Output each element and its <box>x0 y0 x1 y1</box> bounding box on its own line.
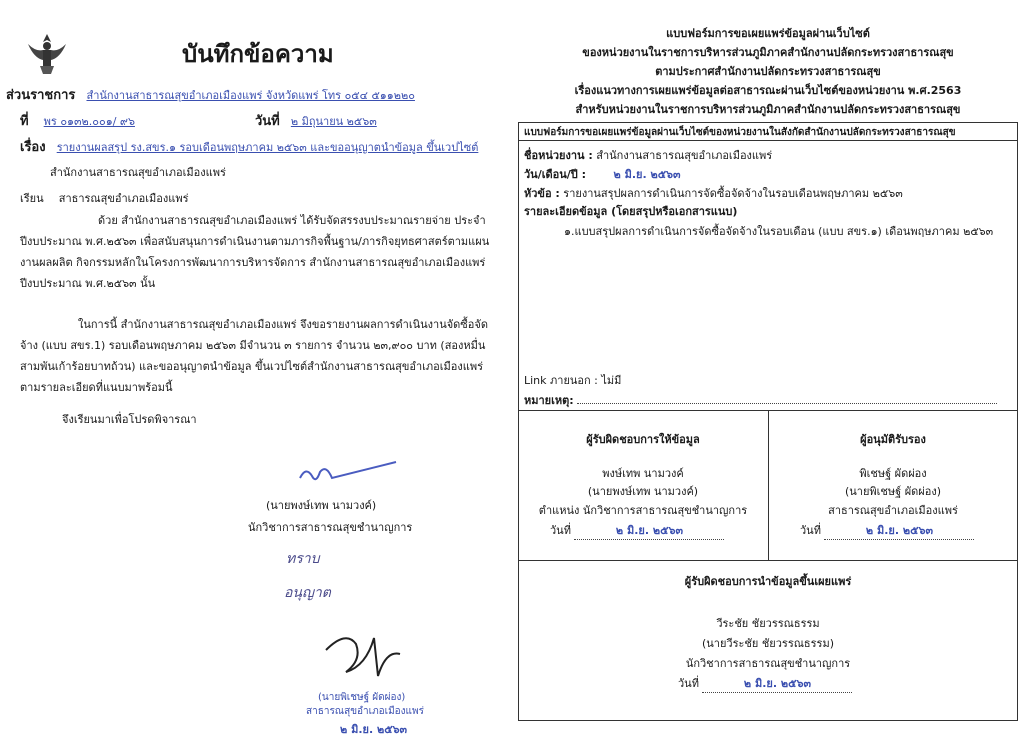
form-header-line-1: แบบฟอร์มการขอเผยแพร่ข้อมูลผ่านเว็บไซต์ <box>666 27 870 40</box>
approver-position: สาธารณสุขอำเภอเมืองแพร่ <box>306 706 424 717</box>
form-header-line-3: ตามประกาศสำนักงานปลัดกระทรวงสาธารณสุข <box>655 65 881 78</box>
detail-value: ๑.แบบสรุปผลการดำเนินการจัดซื้อจัดจ้างในรอบเดือน (แบบ สขร.๑) เดือนพฤษภาคม ๒๕๖๓ <box>564 225 994 238</box>
memo-paragraph-2: ในการนี้ สำนักงานสาธารณสุขอำเภอเมืองแพร่ จึงขอรายงานผลการดำเนินงานจัดซื้อจัดจ้าง (แบบ สขร.1) รอบเดือนพฤษภาคม ๒๕๖๓ มีจำนวน ๓ รายการ จำนวน ๒๓,๙๐๐ บาท (สองหมื่นสามพันเก้าร้อยบาทถ้วน) และขออนุญาตนำข้อมูล ขึ้นเวปไซต์สำนักงานสาธารณสุขอำเภอเมืองแพร่ ตามรายละเอียดที่แนบมาพร้อมนี้ <box>20 318 488 394</box>
publisher-position: นักวิชาการสาธารณสุขชำนาญการ <box>685 657 851 670</box>
subject-row <box>20 136 478 157</box>
topic-value: รายงานสรุปผลการดำเนินการจัดซื้อจัดจ้างในรอบเดือนพฤษภาคม ๒๕๖๓ <box>563 187 903 200</box>
responsible-name-paren: (นายพงษ์เทพ นามวงค์) <box>587 485 699 498</box>
agency-value: สำนักงานสาธารณสุขอำเภอเมืองแพร่ จังหวัดแพร่ โทร ๐๕๔ ๕๑๑๒๒๐ <box>86 89 415 102</box>
publisher-date-row <box>678 674 852 693</box>
signature-2-icon <box>316 620 406 684</box>
note-dotted-line <box>577 403 997 404</box>
responsible-position: ตำแหน่ง นักวิชาการสาธารณสุขชำนาญการ <box>538 504 748 517</box>
memo-closing: จึงเรียนมาเพื่อโปรดพิจารณา <box>62 413 197 426</box>
memo-paragraph-1: ด้วย สำนักงานสาธารณสุขอำเภอเมืองแพร่ ได้รับจัดสรรงบประมาณรายจ่าย ประจำปีงบประมาณ พ.ศ.๒๕๖๓ เพื่อสนับสนุนการดำเนินงานตามภารกิจพื้นฐาน/ภารกิจยุทธศาสตร์ตามแผนงานผลผลิต กิจกรรมหลักในโครงการพัฒนาการบริหารจัดการ สำนักงานสาธารณสุขอำเภอเมืองแพร่ ปีงบประมาณ พ.ศ.๒๕๖๓ นั้น <box>20 214 490 290</box>
agency-label: ส่วนราชการ <box>6 88 76 103</box>
responsible-date-value: ๒ มิ.ย. ๒๕๖๓ <box>574 521 724 540</box>
date-label: วันที่ <box>255 114 280 129</box>
form-date-row <box>524 165 681 183</box>
publisher-date-value: ๒ มิ.ย. ๒๕๖๓ <box>702 674 852 693</box>
subject-label: เรื่อง <box>20 140 46 155</box>
link-value: ไม่มี <box>601 374 622 387</box>
unit-row <box>524 146 772 164</box>
link-label: Link ภายนอก : <box>524 374 598 387</box>
form-header-line-5: สำหรับหน่วยงานในราชการบริหารส่วนภูมิภาคสำนักงานปลัดกระทรวงสาธารณสุข <box>575 103 961 116</box>
publisher-name: วีระชัย ชัยวรรณธรรม <box>716 617 820 630</box>
approver-date-value: ๒ มิ.ย. ๒๕๖๓ <box>824 521 974 540</box>
responsible-name: พงษ์เทพ นามวงค์ <box>602 467 684 480</box>
approver-name: พิเชษฐ์ ผัดผ่อง <box>859 467 927 480</box>
approver-date-label: วันที่ <box>800 524 821 537</box>
link-row <box>524 371 621 389</box>
responsible-date-row <box>550 521 724 540</box>
garuda-emblem-icon <box>24 30 70 78</box>
signer-name: (นายพงษ์เทพ นามวงค์) <box>266 499 377 512</box>
topic-row <box>524 184 903 202</box>
publication-form <box>512 0 1024 741</box>
responsible-date-label: วันที่ <box>550 524 571 537</box>
form-date-value: ๒ มิ.ย. ๒๕๖๓ <box>613 168 681 181</box>
approver-heading: ผู้อนุมัติรับรอง <box>860 433 926 446</box>
subject-line-2: สำนักงานสาธารณสุขอำเภอเมืองแพร่ <box>50 166 226 179</box>
signer-position: นักวิชาการสาธารณสุขชำนาญการ <box>248 521 413 534</box>
unit-value: สำนักงานสาธารณสุขอำเภอเมืองแพร่ <box>596 149 773 162</box>
to-row <box>20 187 189 207</box>
subject-value: รายงานผลสรุป รง.สขร.๑ รอบเดือนพฤษภาคม ๒๕๖๓ และขออนุญาตนำข้อมูล ขึ้นเวปไซต์ <box>56 141 479 154</box>
unit-label: ชื่อหน่วยงาน : <box>524 149 593 162</box>
publisher-date-label: วันที่ <box>678 677 699 690</box>
approver-position: สาธารณสุขอำเภอเมืองแพร่ <box>828 504 958 517</box>
ref-value: พร ๐๑๓๒.๐๐๑/ ๙๖ <box>43 115 135 128</box>
approver-name: (นายพิเชษฐ์ ผัดผ่อง) <box>318 692 406 703</box>
memo-title: บันทึกข้อความ <box>182 40 334 68</box>
publisher-heading: ผู้รับผิดชอบการนำข้อมูลขึ้นเผยแพร่ <box>684 575 852 588</box>
topic-label: หัวข้อ : <box>524 187 560 200</box>
divider <box>518 560 1018 561</box>
form-header-line-4: เรื่องแนวทางการเผยแพร่ข้อมูลต่อสาธารณะผ่านเว็บไซต์ของหน่วยงาน พ.ศ.2563 <box>574 84 962 97</box>
approver-date-row <box>800 521 974 540</box>
publisher-name-paren: (นายวีระชัย ชัยวรรณธรรม) <box>701 637 835 650</box>
detail-label: รายละเอียดข้อมูล (โดยสรุปหรือเอกสารแนบ) <box>524 205 738 218</box>
divider <box>518 140 1018 141</box>
agency-row <box>6 84 415 105</box>
date-value: ๒ มิถุนายน ๒๕๖๓ <box>290 115 377 128</box>
form-header-line-2: ของหน่วยงานในราชการบริหารส่วนภูมิภาคสำนักงานปลัดกระทรวงสาธารณสุข <box>582 46 954 59</box>
note-label: หมายเหตุ: <box>524 394 574 407</box>
handwritten-acknowledged: ทราบ <box>286 551 320 567</box>
to-label: เรียน <box>20 192 44 205</box>
signature-1-icon <box>292 458 402 488</box>
ref-row <box>20 110 135 131</box>
date-row <box>255 110 377 131</box>
form-date-label: วัน/เดือน/ปี : <box>524 168 586 181</box>
to-value: สาธารณสุขอำเภอเมืองแพร่ <box>58 192 189 205</box>
handwritten-approved: อนุญาต <box>284 585 331 601</box>
approver-date-stamp: ๒ มิ.ย. ๒๕๖๓ <box>340 723 408 736</box>
responsible-heading: ผู้รับผิดชอบการให้ข้อมูล <box>586 433 700 446</box>
approver-name-paren: (นายพิเชษฐ์ ผัดผ่อง) <box>844 485 942 498</box>
note-row <box>524 391 997 409</box>
form-box-title: แบบฟอร์มการขอเผยแพร่ข้อมูลผ่านเว็บไซต์ของหน่วยงานในสังกัดสำนักงานปลัดกระทรวงสาธารณสุข <box>524 127 956 138</box>
ref-label: ที่ <box>20 114 29 129</box>
